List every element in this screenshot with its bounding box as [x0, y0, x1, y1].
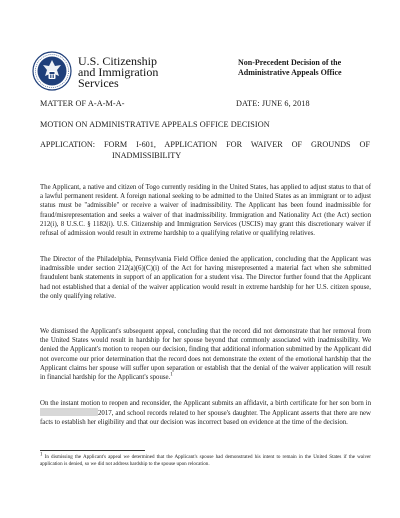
decision-date: DATE: JUNE 6, 2018: [236, 99, 310, 108]
decision-type: [238, 58, 342, 78]
agency-name: [78, 56, 158, 89]
body-paragraph-2: The Director of the Philadelphia, Pennsylvania Field Office denied the application, concluding that the Applicant was inadmissible under section 212(a)(6)(C)(i) of the Act for having misrepresented a material fact when she submitted fraudulent bank statements in support of an application for a student visa. The Director further found that the Applicant had not established that a denial of the waiver application would result in extreme hardship for her U.S. citizen spouse, the only qualifying relative.: [40, 256, 371, 300]
redaction-box: [40, 408, 98, 416]
footnote-reference: 1: [170, 372, 173, 378]
body-paragraph-3-text: We dismissed the Applicant's subsequent appeal, concluding that the record did not demonstrate that her removal from the United States would result in hardship for her spouse beyond that commonly associated with inadmissibility. We denied the Applicant's motion to reopen our decision, finding that additional information submitted by the Applicant did not overcome our prior determination that the record does not demonstrate the extent of the emotional hardship that the Applicant claims her spouse will suffer upon separation or establish that the denial of the waiver application will result in financial hardship for the Applicant's spouse.: [40, 328, 371, 382]
agency-line-2: and Immigration: [78, 65, 159, 79]
body-paragraph-4-part-1: On the instant motion to reopen and reconsider, the Applicant submits an affidavit, a birth certificate for her son born in: [40, 400, 371, 407]
footnote: [40, 454, 371, 468]
body-paragraph-4: [40, 399, 371, 428]
decision-line-2: Administrative Appeals Office: [238, 68, 342, 77]
footnote-marker: 1: [40, 452, 43, 458]
motion-title: MOTION ON ADMINISTRATIVE APPEALS OFFICE DECISION: [40, 120, 270, 129]
footnote-text: In dismissing the Applicant's appeal we determined that the Applicant's spouse had demonstrated his intent to remain in the United States if the waiver application is denied, so we did not address hardship to the spouse upon relocation.: [40, 454, 371, 467]
agency-line-3: Services: [78, 76, 119, 90]
dhs-seal-icon: [32, 51, 72, 91]
decision-line-1: Non-Precedent Decision of the: [238, 58, 342, 67]
body-paragraph-1: The Applicant, a native and citizen of Togo currently residing in the United States, has applied to adjust status to that of a lawful permanent resident. A foreign national seeking to be admitted to the United States as an immigrant or to adjust status must be "admissible" or receive a waiver of inadmissibility. The Applicant has been found inadmissible for fraud/misrepresentation and seeks a waiver of that inadmissibility. Immigration and Nationality Act (the Act) section 212(i), 8 U.S.C. § 1182(i). U.S. Citizenship and Immigration Services (USCIS) may grant this discretionary waiver if refusal of admission would result in extreme hardship to a qualifying relative or qualifying relatives.: [40, 184, 371, 238]
application-line-1: APPLICATION: FORM I-601, APPLICATION FOR WAIVER OF GROUNDS OF: [40, 140, 370, 149]
application-line-2: INADMISSIBILITY: [112, 151, 182, 160]
body-paragraph-3: [40, 327, 371, 382]
agency-line-1: U.S. Citizenship: [78, 54, 158, 68]
footnote-divider: [40, 450, 145, 451]
body-paragraph-4-part-2: 2017, and school records related to her spouse's daughter. The Applicant asserts that there are new facts to establish her eligibility and that our decision was incorrect based on evidence at the time of the decision.: [40, 410, 371, 427]
matter-of: MATTER OF A-A-M-A-: [40, 99, 125, 108]
